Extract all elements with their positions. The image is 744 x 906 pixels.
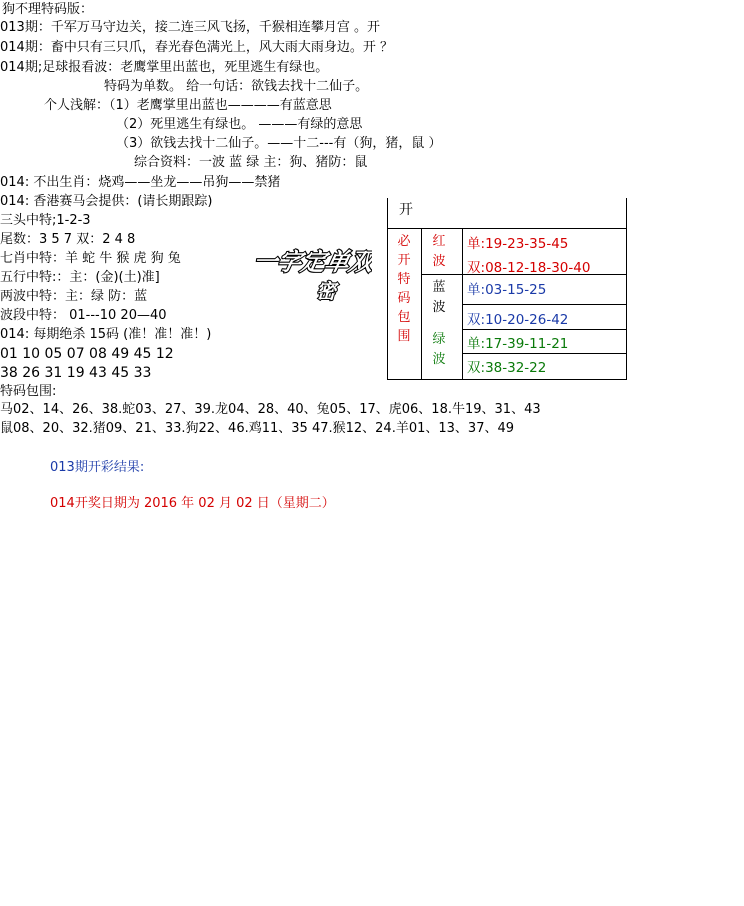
row-value: 08-12-18-30-40 <box>485 260 591 276</box>
seven-zodiac: 七肖中特：羊 蛇 牛 猴 虎 狗 兔 <box>0 251 181 266</box>
tail-numbers: 尾数：3 5 7 双：2 4 8 <box>0 232 136 247</box>
logo-single-double <box>254 240 372 306</box>
row-value: 17-39-11-21 <box>485 336 569 352</box>
kill-line: 014: 每期绝杀 15码 (准！准！准！) <box>0 327 212 342</box>
row-tag: 单: <box>467 282 486 298</box>
blue-double-row <box>467 308 568 328</box>
blue-single-row <box>467 278 546 298</box>
green-wave-label: 绿波 <box>432 332 446 367</box>
row-value: 19-23-35-45 <box>485 236 569 252</box>
result-title: 013期开彩结果: <box>50 460 145 475</box>
interpretation-2: （2）死里逃生有绿也。 ———有绿的意思 <box>116 117 363 132</box>
svg-text:一字定单双: 一字定单双 <box>254 247 372 276</box>
head-numbers: 三头中特;1-2-3 <box>0 213 91 228</box>
hint-line: 特码为单数。 给一句话：欲钱去找十二仙子。 <box>104 79 369 94</box>
red-double-row <box>467 256 590 276</box>
package-line-1: 马02、14、26、38.蛇03、27、39.龙04、28、40、兔05、17、虎06、18.牛19、31、43 <box>0 402 541 417</box>
two-waves: 两波中特：主：绿 防：蓝 <box>0 289 148 304</box>
interpretation-1: 个人浅解：（1）老鹰掌里出蓝也————有蓝意思 <box>44 98 332 113</box>
row-value: 38-32-22 <box>485 360 547 376</box>
row-value: 10-20-26-42 <box>485 312 569 328</box>
special-number-table <box>387 198 627 380</box>
row-tag: 双: <box>467 260 486 276</box>
line-013: 013期：千军万马守边关，接二连三风飞扬，千猴相连攀月宫 。开 <box>0 20 380 35</box>
red-wave-label: 红波 <box>432 234 446 269</box>
table-header: 开 <box>399 202 413 218</box>
row-value: 03-15-25 <box>485 282 547 298</box>
row-tag: 单: <box>467 236 486 252</box>
package-line-2: 鼠08、20、32.猪09、21、33.狗22、46.鸡11、35 47.猴12、24.羊01、13、37、49 <box>0 421 515 436</box>
blue-wave-label: 蓝波 <box>432 280 446 315</box>
must-open-label: 必开特码包围 <box>397 234 411 344</box>
five-elements: 五行中特:：主：(金)(土)准] <box>0 270 160 285</box>
row-tag: 双: <box>467 360 486 376</box>
segment-line: 波段中特： 01---10 20—40 <box>0 308 167 323</box>
green-double-row <box>467 356 546 376</box>
summary-line: 综合资料：一波 蓝 绿 主：狗、猪防：鼠 <box>134 155 368 170</box>
page-title: 狗不理特码版： <box>2 2 94 17</box>
hk-jockey-line: 014: 香港赛马会提供：(请长期跟踪) <box>0 194 213 209</box>
line-014-football: 014期;足球报看波：老鹰掌里出蓝也，死里逃生有绿也。 <box>0 60 329 75</box>
draw-date: 014开奖日期为 2016 年 02 月 02 日（星期二） <box>50 496 335 511</box>
interpretation-3: （3）欲钱去找十二仙子。——十二---有（狗，猪，鼠 ） <box>116 136 442 151</box>
line-014-riddle: 014期：畜中只有三只爪，春光春色满光上，风大雨大雨身边。开 ？ <box>0 40 393 55</box>
red-single-row <box>467 232 568 252</box>
package-title: 特码包围: <box>0 384 57 399</box>
numbers-row-1: 01 10 05 07 08 49 45 12 <box>0 346 174 362</box>
row-tag: 双: <box>467 312 486 328</box>
no-show-zodiac: 014: 不出生肖：烧鸡——坐龙——吊狗——禁猪 <box>0 175 281 190</box>
green-single-row <box>467 332 568 352</box>
svg-text:密: 密 <box>316 279 336 303</box>
row-tag: 单: <box>467 336 486 352</box>
logo-graphic <box>254 240 372 306</box>
numbers-row-2: 38 26 31 19 43 45 33 <box>0 365 152 381</box>
